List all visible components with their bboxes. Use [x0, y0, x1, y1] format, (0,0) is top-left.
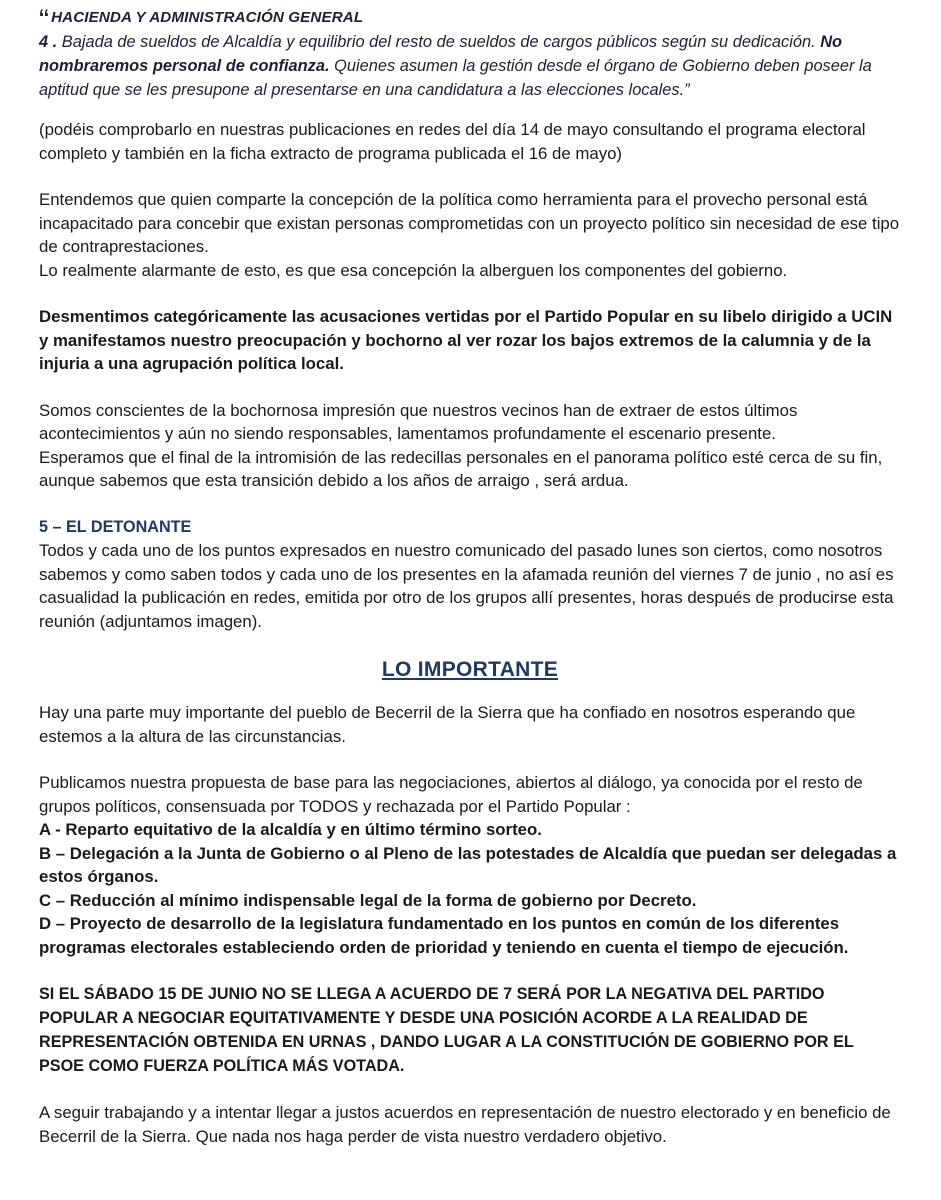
awareness-text-1: Somos conscientes de la bochornosa impresión que nuestros vecinos han de extraer de estos últimos acontecimientos y aún no siendo responsables, lamentamos profundamente el escenario presente.	[39, 400, 798, 443]
quoted-program-excerpt	[39, 6, 901, 102]
proposal-intro: Publicamos nuestra propuesta de base para las negociaciones, abiertos al diálogo, ya conocida por el resto de grupos políticos, consensuada por TODOS y rechazada por el Partido Popular :	[39, 773, 863, 816]
concept-paragraph	[39, 188, 901, 282]
proposal-item-d: D – Proyecto de desarrollo de la legislatura fundamentado en los puntos en común de los diferentes programas electorales estableciendo orden de prioridad y teniendo en cuenta el tiempo de ejecución.	[39, 914, 849, 957]
awareness-text-2: Esperamos que el final de la intromisión de las redecillas personales en el panorama político esté cerca de su fin, aunque sabemos que esta transición debido a los años de arraigo , será ardua.	[39, 447, 883, 490]
proposal-item-c: C – Reducción al mínimo indispensable legal de la forma de gobierno por Decreto.	[39, 890, 697, 910]
open-quote-mark: “	[39, 4, 50, 37]
proposal-item-a: A - Reparto equitativo de la alcaldía y en último término sorteo.	[39, 820, 542, 839]
quote-point-4	[39, 30, 901, 102]
closing-paragraph: A seguir trabajando y a intentar llegar a justos acuerdos en representación de nuestro electorado y en beneficio de Becerril de la Sierra. Que nada nos haga perder de vista nuestro verdadero objetivo.	[39, 1103, 891, 1146]
quote-point-bold: No nombraremos personal de confianza.	[39, 33, 843, 75]
quote-title: HACIENDA Y ADMINISTRACIÓN GENERAL	[51, 9, 364, 26]
main-heading: LO IMPORTANTE	[381, 658, 559, 681]
important-paragraph: Hay una parte muy importante del pueblo de Becerril de la Sierra que ha confiado en nosotros esperando que estemos a la altura de las circunstancias.	[39, 703, 856, 746]
concept-text-1: Entendemos que quien comparte la concepción de la política como herramienta para el provecho personal está incapacitado para concebir que existan personas comprometidas con un proyecto político sin necesidad de ese tipo de contraprestaciones.	[39, 190, 900, 256]
proposal-item-b: B – Delegación a la Junta de Gobierno o al Pleno de las potestades de Alcaldía que puedan ser delegadas a estos órganos.	[39, 843, 897, 886]
quote-point-number: 4 .	[39, 33, 58, 51]
denial-paragraph: Desmentimos categóricamente las acusaciones vertidas por el Partido Popular en su libelo dirigido a UCIN y manifestamos nuestro preocupación y bochorno al ver rozar los bajos extremos de la calumnia y de la injuria a una agrupación política local.	[39, 307, 893, 373]
caps-statement: SI EL SÁBADO 15 DE JUNIO NO SE LLEGA A ACUERDO DE 7 SERÁ POR LA NEGATIVA DEL PARTIDO POPULAR A NEGOCIAR EQUITATIVAMENTE Y DESDE UNA POSICIÓN ACORDE A LA REALIDAD DE REPRESENTACIÓN OBTENIDA EN URNAS , DANDO LUGAR A LA CONSTITUCIÓN DE GOBIERNO POR EL PSOE COMO FUERZA POLÍTICA MÁS VOTADA.	[39, 985, 854, 1075]
proposal-block	[39, 771, 901, 959]
quote-point-text-1: Bajada de sueldos de Alcaldía y equilibrio del resto de sueldos de cargos públicos según su dedicación.	[61, 33, 816, 51]
quote-point-text-2: Quienes asumen la gestión desde el órgano de Gobierno deben poseer la aptitud que se les presupone al presentarse en una candidatura a las elecciones locales.”	[39, 57, 872, 99]
awareness-paragraph	[39, 399, 901, 493]
quote-title-line	[39, 4, 901, 37]
section-5-text: Todos y cada uno de los puntos expresados en nuestro comunicado del pasado lunes son ciertos, como nosotros sabemos y como saben todos y cada uno de los presentes en la afamada reunión del viernes 7 de junio , no así es casualidad la publicación en redes, emitida por otro de los grupos allí presentes, horas después de producirse esta reunión (adjuntamos imagen).	[39, 541, 894, 631]
proof-paragraph: (podéis comprobarlo en nuestras publicaciones en redes del día 14 de mayo consultando el programa electoral completo y también en la ficha extracto de programa publicada el 16 de mayo)	[39, 120, 866, 163]
concept-text-2: Lo realmente alarmante de esto, es que esa concepción la alberguen los componentes del gobierno.	[39, 260, 788, 280]
section-5	[39, 516, 901, 634]
section-5-heading: 5 – EL DETONANTE	[39, 517, 192, 536]
